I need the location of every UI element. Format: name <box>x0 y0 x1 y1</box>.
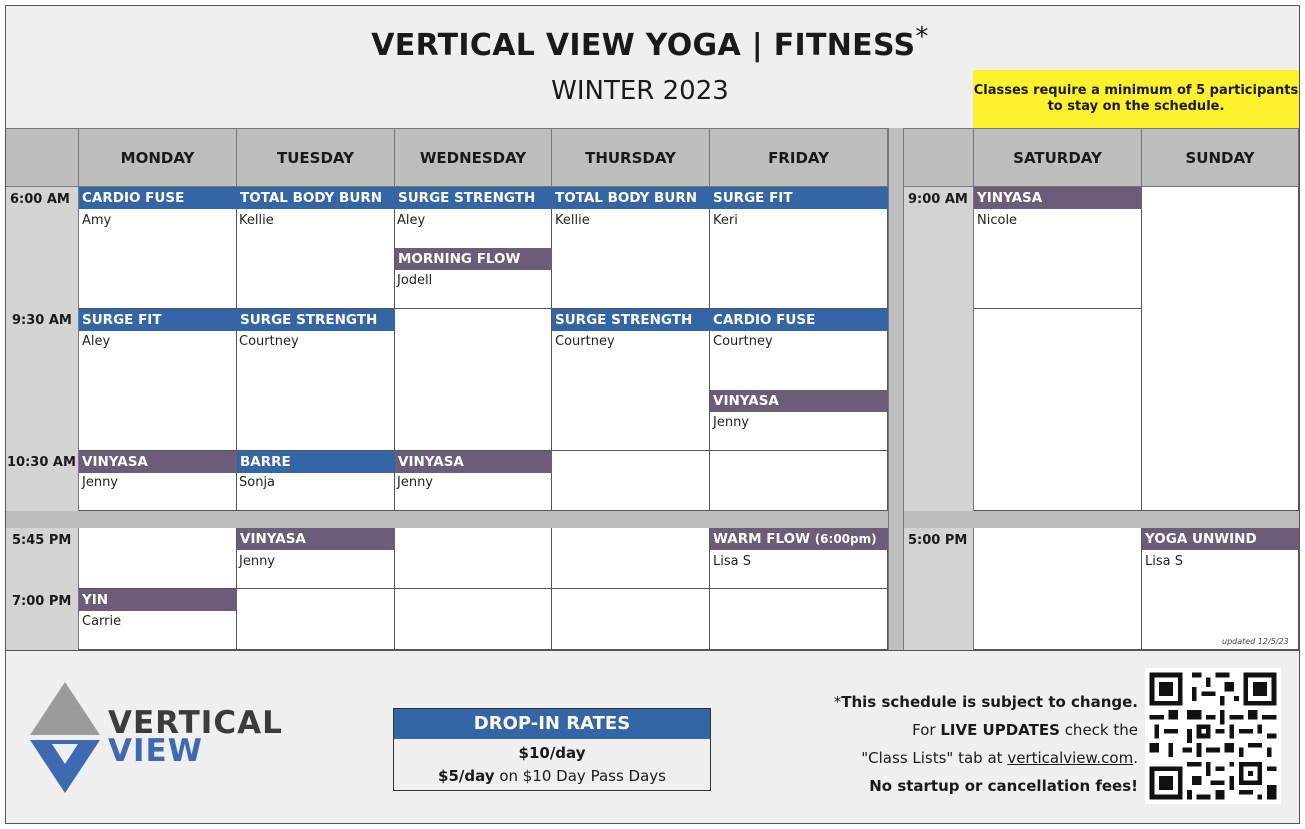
slot-mon-545 <box>79 528 237 589</box>
slot-thu-545 <box>552 528 710 589</box>
time-label-9am: 9:00 AM <box>908 192 968 207</box>
policy-class-lists: "Class Lists" tab at verticalview.com. <box>861 749 1138 767</box>
class-title-tue-600: TOTAL BODY BURN <box>237 187 395 209</box>
logo-text-vertical: VERTICAL <box>108 705 283 741</box>
day-header-sunday: SUNDAY <box>1142 128 1299 187</box>
time-label-1030am: 10:30 AM <box>7 455 76 470</box>
instructor-mon-700: Carrie <box>82 614 122 629</box>
policy-change-note: *This schedule is subject to change. <box>833 693 1138 711</box>
instructor-wed-600: Aley <box>397 213 426 228</box>
day-header-monday: MONDAY <box>79 128 237 187</box>
class-title-mon-600: CARDIO FUSE <box>79 187 237 209</box>
slot-sun-morning <box>1142 187 1299 511</box>
class-title-wed-700: MORNING FLOW <box>395 248 552 270</box>
class-title-tue-545: VINYASA <box>237 528 395 550</box>
drop-in-rates-title: DROP-IN RATES <box>394 709 710 739</box>
instructor-tue-545: Jenny <box>239 554 276 569</box>
website-link[interactable]: verticalview.com <box>1007 749 1134 767</box>
class-title-sun-500: YOGA UNWIND <box>1142 528 1299 550</box>
am-pm-divider <box>6 511 1299 528</box>
logo-text-view: VIEW <box>108 733 203 769</box>
slot-fri-1030 <box>710 451 888 511</box>
slot-fri-700 <box>710 589 888 650</box>
day-header-thursday: THURSDAY <box>552 128 710 187</box>
class-title-tue-930: SURGE STRENGTH <box>237 309 395 331</box>
drop-in-rates-box <box>393 708 711 791</box>
minimum-participants-notice: Classes require a minimum of 5 participants to stay on the schedule. <box>973 70 1299 128</box>
weekend-time-column-morning <box>904 187 974 511</box>
instructor-mon-600: Amy <box>82 213 112 228</box>
policy-no-fees: No startup or cancellation fees! <box>869 777 1138 795</box>
day-header-saturday: SATURDAY <box>974 128 1142 187</box>
instructor-tue-1030: Sonja <box>239 475 276 490</box>
class-title-wed-1030: VINYASA <box>395 451 552 473</box>
class-title-thu-600: TOTAL BODY BURN <box>552 187 710 209</box>
time-header-corner <box>6 128 79 187</box>
class-title-wed-600: SURGE STRENGTH <box>395 187 552 209</box>
class-title-mon-1030: VINYASA <box>79 451 237 473</box>
qr-code-icon[interactable] <box>1145 668 1281 804</box>
slot-tue-700 <box>237 589 395 650</box>
weekend-divider <box>888 128 904 650</box>
class-title-fri-545: WARM FLOW (6:00pm) <box>710 528 888 550</box>
policy-live-updates: For LIVE UPDATES check the <box>912 721 1138 739</box>
slot-sat-evening <box>974 528 1142 650</box>
weekend-time-header-corner <box>904 128 974 187</box>
slot-thu-1030 <box>552 451 710 511</box>
instructor-fri-545: Lisa S <box>713 554 751 569</box>
slot-sat-late-morning <box>974 309 1142 511</box>
slot-wed-700 <box>395 589 552 650</box>
instructor-fri-930: Courtney <box>713 334 773 349</box>
instructor-tue-600: Kellie <box>239 213 274 228</box>
day-header-friday: FRIDAY <box>710 128 888 187</box>
instructor-wed-1030: Jenny <box>397 475 434 490</box>
policy-notes <box>718 688 1138 800</box>
time-label-6am: 6:00 AM <box>10 192 70 207</box>
slot-wed-930 <box>395 309 552 451</box>
slot-thu-700 <box>552 589 710 650</box>
instructor-mon-1030: Jenny <box>82 475 119 490</box>
class-title-fri-930: CARDIO FUSE <box>710 309 888 331</box>
time-label-7pm: 7:00 PM <box>12 594 72 609</box>
time-label-930am: 9:30 AM <box>12 313 72 328</box>
divider-joint <box>888 511 904 528</box>
drop-in-rate-daily: $10/day <box>518 744 586 762</box>
instructor-sat-900: Nicole <box>977 213 1018 228</box>
instructor-thu-930: Courtney <box>555 334 615 349</box>
instructor-wed-700: Jodell <box>397 273 433 288</box>
instructor-fri-600: Keri <box>713 213 738 228</box>
instructor-fri-1000: Jenny <box>713 415 750 430</box>
class-title-thu-930: SURGE STRENGTH <box>552 309 710 331</box>
time-label-545pm: 5:45 PM <box>12 533 72 548</box>
instructor-thu-600: Kellie <box>555 213 590 228</box>
class-title-fri-600: SURGE FIT <box>710 187 888 209</box>
class-title-sat-900: YINYASA <box>974 187 1142 209</box>
day-header-wednesday: WEDNESDAY <box>395 128 552 187</box>
season-subtitle: WINTER 2023 <box>551 76 729 106</box>
instructor-sun-500: Lisa S <box>1145 554 1183 569</box>
class-title-fri-1000: VINYASA <box>710 390 888 412</box>
page-title: VERTICAL VIEW YOGA | FITNESS* <box>371 22 929 63</box>
time-label-5pm: 5:00 PM <box>908 533 968 548</box>
updated-date: updated 12/5/23 <box>1222 637 1289 646</box>
instructor-tue-930: Courtney <box>239 334 299 349</box>
class-title-mon-930: SURGE FIT <box>79 309 237 331</box>
slot-wed-545 <box>395 528 552 589</box>
day-header-tuesday: TUESDAY <box>237 128 395 187</box>
class-title-mon-700: YIN <box>79 589 237 611</box>
drop-in-rate-pass-day: $5/day on $10 Day Pass Days <box>438 767 666 785</box>
class-title-tue-1030: BARRE <box>237 451 395 473</box>
instructor-mon-930: Aley <box>82 334 111 349</box>
